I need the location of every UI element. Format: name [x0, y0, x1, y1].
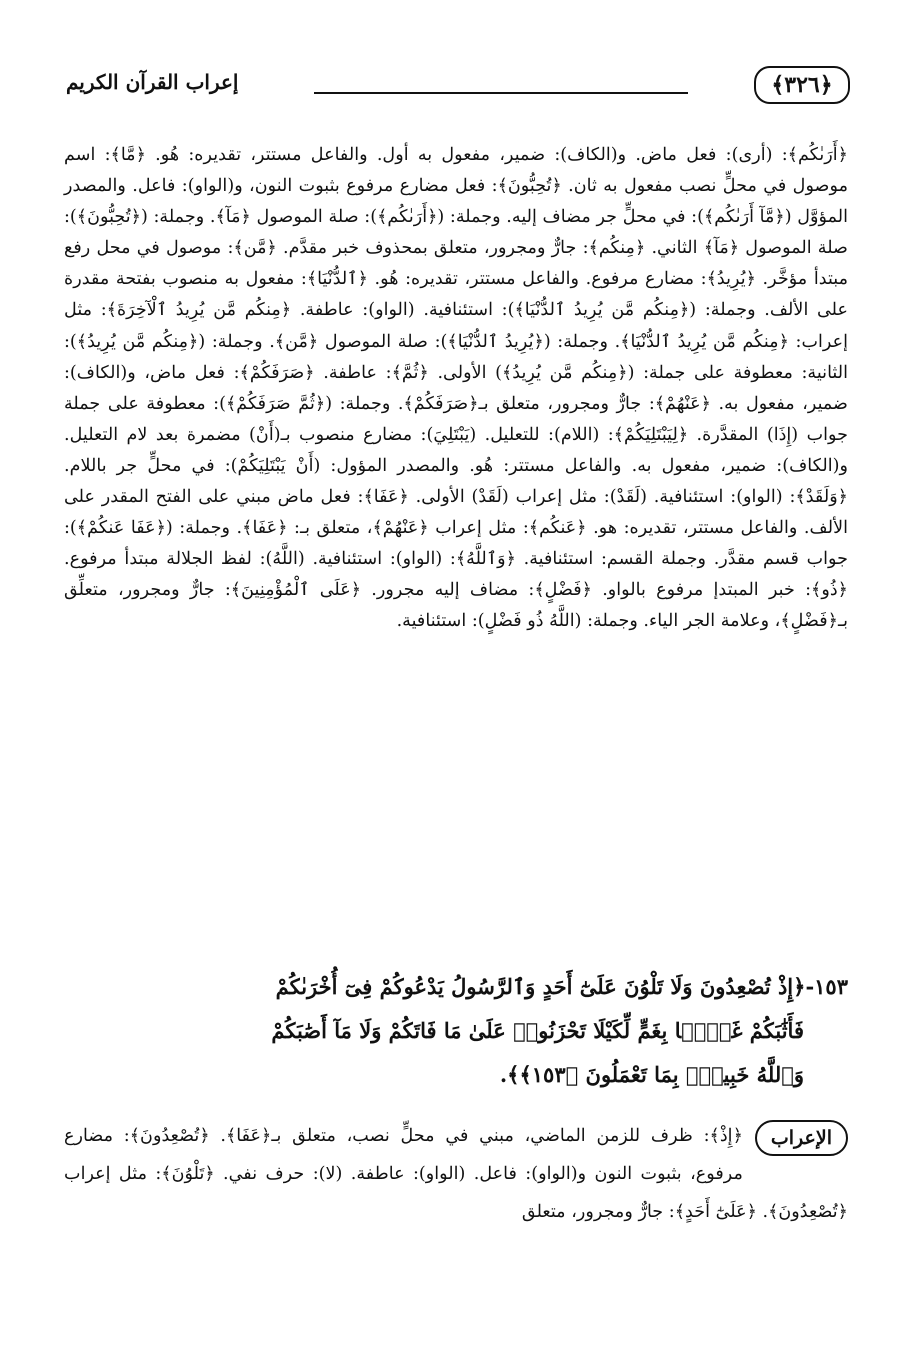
verse-number: ١٥٣- — [805, 974, 848, 999]
verse-line: وَٱللَّهُ خَبِيرٌۢ بِمَا تَعْمَلُونَ ﴿١٥٣﴾﴾. — [499, 1062, 804, 1087]
header-rule — [314, 92, 688, 94]
commentary-text — [64, 140, 848, 638]
verse-line — [64, 965, 848, 1009]
page-header — [62, 62, 850, 112]
book-title: إعراب القرآن الكريم — [66, 70, 239, 94]
verse-line: فَأَثَٰبَكُمْ غَمًّۢا بِغَمٍّ لِّكَيْلَا تَحْزَنُوا۟ عَلَىٰ مَا فَاتَكُمْ وَلَا مَآ أَصَٰبَكُمْ — [271, 1018, 804, 1043]
commentary-paragraph: ﴿أَرَىٰكُم﴾: (أرى): فعل ماض. و(الكاف): ضمير، مفعول به أول. والفاعل مستتر، تقديره: هُو. ﴿مَّا﴾: اسم موصول في محلٍّ نصب مفعول به ثان. ﴿تُحِبُّونَ﴾: فعل مضارع مرفوع بثبوت النون، و(الواو): فاعل. والمصدر المؤوَّل (﴿مَّآ أَرَىٰكُم﴾): في محلٍّ جر مضاف إليه. وجملة: (﴿أَرَىٰكُم﴾): صلة الموصول ﴿مَآ﴾. وجملة: (﴿تُحِبُّونَ﴾): صلة الموصول ﴿مَآ﴾ الثاني. ﴿مِنكُم﴾: جارٌّ ومجرور، متعلق بمحذوف خبر مقدَّم. ﴿مَّن﴾: موصول في محل رفع مبتدأ مؤخَّر. ﴿يُرِيدُ﴾: مضارع مرفوع. والفاعل مستتر، تقديره: هُو. ﴿ٱلدُّنْيَا﴾: مفعول به منصوب بفتحة مقدرة على الألف. وجملة: (﴿مِنكُم مَّن يُرِيدُ ٱلدُّنْيَا﴾): استئنافية. (الواو): عاطفة. ﴿مِنكُم مَّن يُرِيدُ ٱلْآخِرَةَ﴾: مثل إعراب: ﴿مِنكُم مَّن يُرِيدُ ٱلدُّنْيَا﴾. وجملة: (﴿يُرِيدُ ٱلدُّنْيَا﴾): صلة الموصول ﴿مَّن﴾. وجملة: (﴿مِنكُم مَّن يُرِيدُ﴾): الثانية: معطوفة على جملة: (﴿مِنكُم مَّن يُرِيدُ﴾) الأولى. ﴿ثُمَّ﴾: عاطفة. ﴿صَرَفَكُمْ﴾: فعل ماض، و(الكاف): ضمير، مفعول به. ﴿عَنْهُمْ﴾: جارٌّ ومجرور، متعلق بـ﴿صَرَفَكُمْ﴾. وجملة: (﴿ثُمَّ صَرَفَكُمْ﴾): معطوفة على جملة جواب (إِذَا) المقدَّرة. ﴿لِيَبْتَلِيَكُمْ﴾: (اللام): للتعليل. (يَبْتَلِيَ): مضارع منصوب بـ(أَنْ) مضمرة بعد لام التعليل. و(الكاف): ضمير، مفعول به. والفاعل مستتر: هُو. والمصدر المؤول: (أَنْ يَبْتَلِيَكُمْ): في محلٍّ جر باللام. ﴿وَلَقَدْ﴾: (الواو): استئنافية. (لَقَدْ): مثل إعراب (لَقَدْ) الأولى. ﴿عَفَا﴾: فعل ماض مبني على الفتح المقدر على الألف. والفاعل مستتر، تقديره: هو. ﴿عَنكُم﴾: مثل إعراب ﴿عَنْهُمْ﴾، متعلق بـ: ﴿عَفَا﴾. وجملة: (﴿عَفَا عَنكُمْ﴾): جواب قسم مقدَّر. وجملة القسم: استئنافية. ﴿وَٱللَّهُ﴾: (الواو): استئنافية. (اللَّهُ): لفظ الجلالة مبتدأ مرفوع. ﴿ذُو﴾: خبر المبتدإ مرفوع بالواو. ﴿فَضْلٍ﴾: مضاف إليه مجرور. ﴿عَلَى ٱلْمُؤْمِنِينَ﴾: جارٌّ ومجرور، متعلِّق بـ﴿فَضْلٍ﴾، وعلامة الجر الياء. وجملة: (اللَّهُ ذُو فَضْلٍ): استئنافية. — [64, 145, 848, 632]
irab-label: الإعراب — [755, 1120, 848, 1156]
page-number: ﴿٣٢٦﴾ — [754, 66, 850, 104]
irab-text: ﴿إِذْ﴾: ظرف للزمن الماضي، مبني في محلٍّ نصب، متعلق بـ﴿عَفَا﴾. ﴿تُصْعِدُونَ﴾: مضارع مرفوع، بثبوت النون و(الواو): فاعل. (الواو): عاطفة. (لا): حرف نفي. ﴿تَلْوُنَ﴾: مثل إعراب ﴿تُصْعِدُونَ﴾. ﴿عَلَىٰٓ أَحَدٍ﴾: جارٌّ ومجرور، متعلق — [64, 1126, 848, 1222]
quran-verse — [64, 965, 848, 1097]
verse-text: ﴿إِذْ تُصْعِدُونَ وَلَا تَلْوُنَ عَلَىٰٓ أَحَدٍ وَٱلرَّسُولُ يَدْعُوكُمْ فِىٓ أُخْرَىٰكُمْ — [275, 974, 806, 999]
irab-section — [64, 1117, 848, 1231]
